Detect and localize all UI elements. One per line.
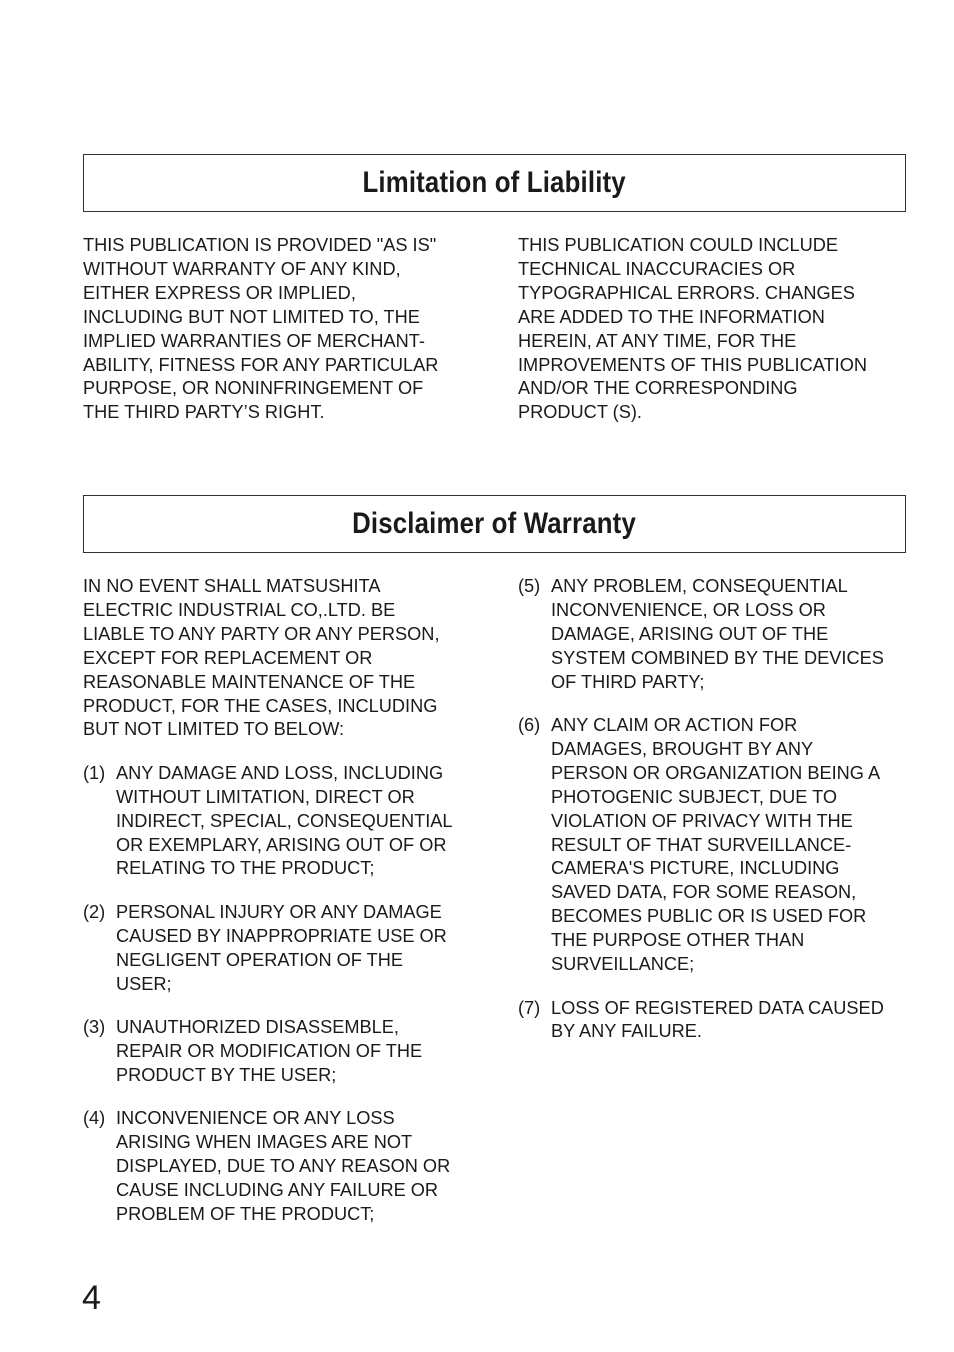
text-line: PURPOSE, OR NONINFRINGEMENT OF <box>83 378 424 399</box>
text-line: HEREIN, AT ANY TIME, FOR THE <box>518 330 797 351</box>
text-line: REASONABLE MAINTENANCE OF THE <box>83 671 416 692</box>
list-item <box>83 762 453 882</box>
text-line: INCLUDING BUT NOT LIMITED TO, THE <box>83 306 420 327</box>
text-line: PRODUCT, FOR THE CASES, INCLUDING <box>83 695 438 716</box>
text-line: PERSONAL INJURY OR ANY DAMAGE <box>116 901 442 922</box>
text-line: RELATING TO THE PRODUCT; <box>116 858 375 879</box>
text-line: SAVED DATA, FOR SOME REASON, <box>551 882 857 903</box>
text-line: IMPLIED WARRANTIES OF MERCHANT- <box>83 330 425 351</box>
item-number: (1) <box>83 762 106 783</box>
text-line: THIS PUBLICATION COULD INCLUDE <box>518 235 839 255</box>
liability-heading-box <box>83 154 906 212</box>
warranty-heading: Disclaimer of Warranty <box>352 507 637 540</box>
item-text <box>116 901 453 997</box>
liability-right-paragraph <box>518 234 867 425</box>
list-item <box>518 575 884 695</box>
text-line: REPAIR OR MODIFICATION OF THE <box>116 1040 423 1061</box>
text-line: BY ANY FAILURE. <box>551 1021 702 1042</box>
text-line: ELECTRIC INDUSTRIAL CO,.LTD. BE <box>83 599 396 620</box>
text-line: PRODUCT BY THE USER; <box>116 1064 337 1085</box>
text-line: NEGLIGENT OPERATION OF THE <box>116 949 404 970</box>
text-line: TYPOGRAPHICAL ERRORS. CHANGES <box>518 282 855 303</box>
text-line: DAMAGE, ARISING OUT OF THE <box>551 623 829 644</box>
warranty-heading-box <box>83 495 906 553</box>
list-item <box>518 714 884 977</box>
warranty-intro <box>83 575 453 742</box>
text-line: ABILITY, FITNESS FOR ANY PARTICULAR <box>83 354 439 375</box>
item-number: (3) <box>83 1017 106 1037</box>
text-line: VIOLATION OF PRIVACY WITH THE <box>551 810 853 831</box>
text-line: DAMAGES, BROUGHT BY ANY <box>551 738 814 759</box>
text-line: TECHNICAL INACCURACIES OR <box>518 258 796 279</box>
list-item <box>518 997 884 1045</box>
text-line: ANY CLAIM OR ACTION FOR <box>551 715 798 736</box>
item-number: (6) <box>518 715 541 736</box>
text-line: PERSON OR ORGANIZATION BEING A <box>551 762 881 783</box>
text-line: THIS PUBLICATION IS PROVIDED "AS IS" <box>83 235 437 255</box>
text-line: ANY DAMAGE AND LOSS, INCLUDING <box>116 762 444 783</box>
text-line: EITHER EXPRESS OR IMPLIED, <box>83 282 356 303</box>
list-item <box>83 901 453 997</box>
text-line: DISPLAYED, DUE TO ANY REASON OR <box>116 1156 451 1177</box>
item-number: (4) <box>83 1108 106 1129</box>
list-item <box>83 1016 453 1088</box>
text-line: OR EXEMPLARY, ARISING OUT OF OR <box>116 834 447 855</box>
text-line: BECOMES PUBLIC OR IS USED FOR <box>551 906 867 927</box>
text-line: ARISING WHEN IMAGES ARE NOT <box>116 1132 413 1153</box>
text-line: WITHOUT LIMITATION, DIRECT OR <box>116 786 415 807</box>
text-line: CAUSED BY INAPPROPRIATE USE OR <box>116 925 447 946</box>
text-line: UNAUTHORIZED DISASSEMBLE, <box>116 1017 399 1037</box>
text-line: IMPROVEMENTS OF THIS PUBLICATION <box>518 354 867 375</box>
text-line: INDIRECT, SPECIAL, CONSEQUENTIAL <box>116 810 453 831</box>
text-line: RESULT OF THAT SURVEILLANCE- <box>551 834 852 855</box>
text-line: SURVEILLANCE; <box>551 954 695 975</box>
text-line: EXCEPT FOR REPLACEMENT OR <box>83 647 373 668</box>
item-number: (5) <box>518 576 541 596</box>
text-line: INCONVENIENCE, OR LOSS OR <box>551 599 826 620</box>
item-text <box>116 1016 453 1088</box>
list-item <box>83 1107 453 1227</box>
text-line: PROBLEM OF THE PRODUCT; <box>116 1203 375 1224</box>
text-line: ANY PROBLEM, CONSEQUENTIAL <box>551 576 848 596</box>
text-line: OF THIRD PARTY; <box>551 671 705 692</box>
text-line: INCONVENIENCE OR ANY LOSS <box>116 1108 395 1129</box>
item-text <box>551 575 884 695</box>
text-line: LOSS OF REGISTERED DATA CAUSED <box>551 997 884 1018</box>
text-line: PRODUCT (S). <box>518 402 642 423</box>
liability-left-paragraph <box>83 234 438 425</box>
text-line: AND/OR THE CORRESPONDING <box>518 378 798 399</box>
text-line: THE THIRD PARTY’S RIGHT. <box>83 402 325 423</box>
item-number: (2) <box>83 901 106 922</box>
liability-heading: Limitation of Liability <box>362 166 627 199</box>
text-line: LIABLE TO ANY PARTY OR ANY PERSON, <box>83 623 440 644</box>
page-number: 4 <box>82 1279 101 1317</box>
item-text <box>116 762 453 882</box>
item-number: (7) <box>518 997 541 1018</box>
text-line: CAMERA'S PICTURE, INCLUDING <box>551 858 840 879</box>
warranty-right-column <box>518 575 884 1044</box>
text-line: ARE ADDED TO THE INFORMATION <box>518 306 825 327</box>
text-line: SYSTEM COMBINED BY THE DEVICES <box>551 647 884 668</box>
item-text <box>551 997 884 1045</box>
item-text <box>551 714 884 977</box>
text-line: THE PURPOSE OTHER THAN <box>551 930 805 951</box>
warranty-left-column <box>83 575 453 1227</box>
item-text <box>116 1107 453 1227</box>
text-line: CAUSE INCLUDING ANY FAILURE OR <box>116 1179 439 1200</box>
text-line: WITHOUT WARRANTY OF ANY KIND, <box>83 258 401 279</box>
text-line: PHOTOGENIC SUBJECT, DUE TO <box>551 786 837 807</box>
text-line: IN NO EVENT SHALL MATSUSHITA <box>83 576 381 596</box>
text-line: USER; <box>116 973 172 994</box>
text-line: BUT NOT LIMITED TO BELOW: <box>83 719 345 740</box>
